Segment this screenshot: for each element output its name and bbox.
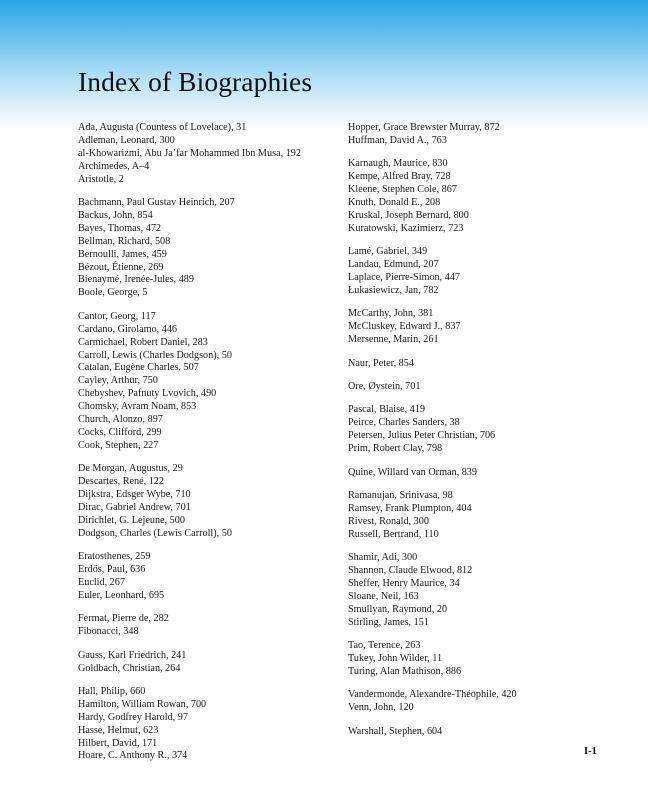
index-entry: Bernoulli, James, 459 [78, 248, 167, 260]
index-column-right [348, 122, 616, 749]
index-entry: Cardano, Girolamo, 446 [78, 323, 178, 335]
index-entry: Laplace, Pierre-Simon, 447 [348, 272, 461, 284]
index-entry: Rivest, Ronald, 300 [348, 515, 429, 527]
index-letter-group [78, 613, 346, 639]
index-entry: Goldbach, Christian, 264 [78, 662, 181, 674]
index-entry: Chomsky, Avram Noam, 853 [78, 401, 197, 413]
index-entry: Smullyan, Raymond, 20 [348, 603, 448, 615]
index-entry: Tao, Terence, 263 [348, 640, 421, 651]
index-entry: Shamir, Adi, 300 [348, 552, 418, 564]
page-title: Index of Biographies [78, 66, 313, 97]
index-entry: Russell, Bertrand, 110 [348, 528, 439, 540]
index-letter-group [348, 381, 616, 394]
index-letter-group [348, 552, 616, 629]
index-entry: Pascal, Blaise, 419 [348, 404, 425, 416]
index-entry: McCarthy, John, 381 [348, 308, 434, 320]
index-entry: Ore, Øystein, 701 [348, 381, 421, 392]
index-entry: Quine, Willard van Orman, 839 [348, 466, 477, 478]
index-entry: Cocks, Clifford, 299 [78, 426, 162, 438]
index-entry: Knuth, Donald E., 208 [348, 197, 441, 209]
index-entry: Euclid, 267 [78, 577, 125, 588]
index-entry: Landau, Edmund, 207 [348, 259, 439, 271]
index-entry: Hamilton, William Rowan, 700 [78, 698, 207, 710]
index-entry: Bayes, Thomas, 472 [78, 222, 162, 234]
index-entry: Gauss, Karl Friedrich, 241 [78, 649, 187, 661]
index-entry: McCluskey, Edward J., 837 [348, 321, 461, 333]
index-entry: Bellman, Richard, 508 [78, 235, 171, 247]
page-number: I-1 [584, 746, 597, 757]
index-letter-group [78, 197, 346, 300]
index-entry: Sloane, Neil, 163 [348, 590, 419, 602]
index-letter-group [348, 308, 616, 347]
index-entry: Warshall, Stephen, 604 [348, 725, 443, 737]
index-entry: Fibonacci, 348 [78, 626, 139, 638]
index-entry: Ada, Augusta (Countess of Lovelace), 31 [78, 122, 247, 133]
index-entry: Dirac, Gabriel Andrew, 701 [78, 501, 191, 513]
index-letter-group [348, 122, 616, 148]
index-letter-group [348, 490, 616, 542]
index-entry: Kruskal, Joseph Bernard, 800 [348, 209, 469, 221]
index-entry: Kempe, Alfred Bray, 728 [348, 171, 451, 183]
index-entry: Fermat, Pierre de, 282 [78, 613, 169, 625]
index-entry: Church, Alonzo, 897 [78, 414, 163, 426]
index-entry: Aristotle, 2 [78, 173, 124, 185]
index-entry: Bienaymé, Irenée-Jules, 489 [78, 274, 194, 286]
index-entry: Euler, Leonhard, 695 [78, 589, 165, 601]
index-entry: Sheffer, Henry Maurice, 34 [348, 577, 460, 589]
index-entry: Huffman, David A., 763 [348, 134, 447, 146]
index-entry: Hilbert, David, 171 [78, 737, 158, 749]
index-letter-group [348, 726, 616, 739]
index-letter-group [78, 650, 346, 676]
index-entry: Hall, Philip, 660 [78, 685, 146, 697]
index-entry: Vandermonde, Alexandre-Théophile, 420 [348, 689, 517, 701]
index-letter-group [348, 640, 616, 679]
index-entry: Dodgson, Charles (Lewis Carroll), 50 [78, 527, 232, 539]
index-letter-group [78, 122, 346, 187]
index-letter-group [78, 551, 346, 603]
index-entry: Turing, Alan Mathison, 886 [348, 665, 462, 677]
index-letter-group [348, 467, 616, 480]
header-gradient-band [0, 0, 648, 130]
index-entry: Hasse, Helmut, 623 [78, 724, 159, 736]
index-entry: Dijkstra, Edsger Wybe, 710 [78, 489, 191, 501]
index-entry: Ramsey, Frank Plumpton, 404 [348, 502, 472, 514]
index-entry: Kleene, Stephen Cole, 867 [348, 184, 457, 196]
index-entry: Carmichael, Robert Daniel, 283 [78, 336, 208, 348]
index-entry: Carroll, Lewis (Charles Dodgson), 50 [78, 349, 232, 361]
index-entry: Hoare, C. Anthony R., 374 [78, 750, 188, 762]
index-letter-group [348, 358, 616, 371]
index-entry: De Morgan, Augustus, 29 [78, 463, 183, 475]
index-entry: Eratosthenes, 259 [78, 551, 151, 563]
index-entry: Dirichlet, G. Lejeune, 500 [78, 514, 185, 526]
index-letter-group [78, 311, 346, 453]
index-entry: Cantor, Georg, 117 [78, 310, 156, 322]
index-entry: Catalan, Eugène Charles, 507 [78, 362, 199, 374]
index-letter-group [348, 158, 616, 235]
index-entry: Chebyshev, Pafnuty Lvovich, 490 [78, 388, 217, 400]
index-entry: Backus, John, 854 [78, 209, 153, 221]
index-entry: Petersen, Julius Peter Christian, 706 [348, 430, 496, 442]
index-entry: Prim, Robert Clay, 798 [348, 443, 443, 455]
index-entry: al-Khowarizmi, Abu Ja’far Mohammed Ibn Musa, 192 [78, 147, 301, 159]
index-entry: Bachmann, Paul Gustav Heinrich, 207 [78, 197, 235, 209]
index-entry: Łukasiewicz, Jan, 782 [348, 284, 439, 296]
index-entry: Ramanujan, Srinivasa, 98 [348, 489, 453, 501]
index-entry: Boole, George, 5 [78, 287, 148, 299]
index-entry: Peirce, Charles Sanders, 38 [348, 417, 460, 429]
index-entry: Erdős, Paul, 636 [78, 564, 146, 576]
index-entry: Shannon, Claude Elwood, 812 [348, 564, 473, 576]
index-letter-group [78, 686, 346, 763]
index-letter-group [78, 463, 346, 540]
index-entry: Naur, Peter, 854 [348, 357, 414, 369]
index-entry: Cayley, Arthur, 750 [78, 375, 158, 387]
index-entry: Karnaugh, Maurice, 830 [348, 158, 448, 170]
index-letter-group [348, 689, 616, 715]
index-letter-group [348, 246, 616, 298]
index-entry: Adleman, Leonard, 300 [78, 134, 175, 146]
index-entry: Tukey, John Wilder, 11 [348, 652, 443, 664]
index-letter-group [348, 404, 616, 456]
index-entry: Hopper, Grace Brewster Murray, 872 [348, 122, 500, 133]
index-entry: Descartes, René, 122 [78, 476, 164, 488]
index-entry: Cook, Stephen, 227 [78, 439, 159, 451]
index-entry: Mersenne, Marin, 261 [348, 334, 439, 346]
index-column-left [78, 122, 346, 774]
index-entry: Archimedes, A–4 [78, 160, 150, 172]
index-entry: Bézout, Étienne, 269 [78, 261, 164, 273]
index-entry: Lamé, Gabriel, 349 [348, 246, 428, 258]
index-entry: Venn, John, 120 [348, 702, 414, 714]
index-entry: Hardy, Godfrey Harold, 97 [78, 711, 188, 723]
index-entry: Stirling, James, 151 [348, 616, 429, 628]
index-entry: Kuratowski, Kazimierz, 723 [348, 222, 464, 234]
